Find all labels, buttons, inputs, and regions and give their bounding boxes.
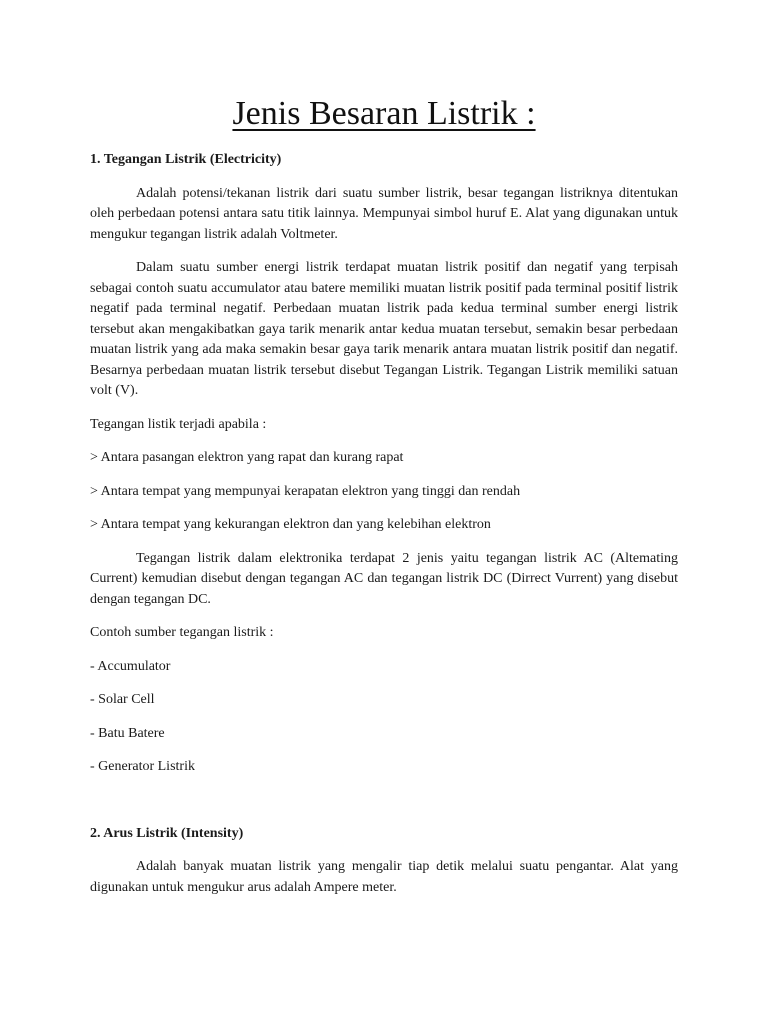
paragraph-arus-definition: Adalah banyak muatan listrik yang mengalir tiap detik melalui suatu pengantar. Alat yang digunakan untuk mengukur arus adalah Ampere meter. [90,859,678,895]
document-title: Jenis Besaran Listrik : [232,95,536,132]
list-item-condition: > Antara tempat yang mempunyai kerapatan elektron yang tinggi dan rendah [90,483,521,499]
section-heading-tegangan: 1. Tegangan Listrik (Electricity) [90,152,282,167]
list-item-source: - Generator Listrik [90,759,195,774]
paragraph-tegangan-definition: Adalah potensi/tekanan listrik dari suatu sumber listrik, besar tegangan listriknya ditentukan oleh perbedaan potensi antara satu titik lainnya. Mempunyai simbol huruf E. Alat yang digunakan untuk mengukur tegangan listrik adalah Voltmeter. [90,185,678,242]
conditions-intro: Tegangan listik terjadi apabila : [90,416,267,432]
paragraph-tegangan-explanation: Dalam suatu sumber energi listrik terdapat muatan listrik positif dan negatif yang terpisah sebagai contoh suatu accumulator atau batere memiliki muatan listrik positif pada terminal positif listrik negatif pada terminal negatif. Perbedaan muatan listrik pada kedua terminal sumber energi listrik tersebut akan mengakibatkan gaya tarik menarik antar kedua muatan tersebut, semakin besar perbedaan muatan listrik yang ada maka semakin besar gaya tarik menarik antara muatan listrik positif dan negatif. Besarnya perbedaan muatan listrik tersebut disebut Tegangan Listrik. Tegangan Listrik memiliki satuan volt (V). [90,260,678,398]
list-item-source: - Solar Cell [90,692,155,707]
list-item-condition: > Antara pasangan elektron yang rapat dan kurang rapat [90,450,404,465]
paragraph-tegangan-types: Tegangan listrik dalam elektronika terdapat 2 jenis yaitu tegangan listrik AC (Altemating Current) kemudian disebut dengan tegangan AC dan tegangan listrik DC (Dirrect Vurrent) yang disebut dengan tegangan DC. [90,550,678,607]
list-item-source: - Accumulator [90,658,171,674]
sources-intro: Contoh sumber tegangan listrik : [90,625,274,640]
list-item-condition: > Antara tempat yang kekurangan elektron dan yang kelebihan elektron [90,517,491,532]
list-item-source: - Batu Batere [90,725,165,741]
document-body [90,150,678,911]
section-spacer [90,791,678,824]
section-heading-arus: 2. Arus Listrik (Intensity) [90,825,244,841]
